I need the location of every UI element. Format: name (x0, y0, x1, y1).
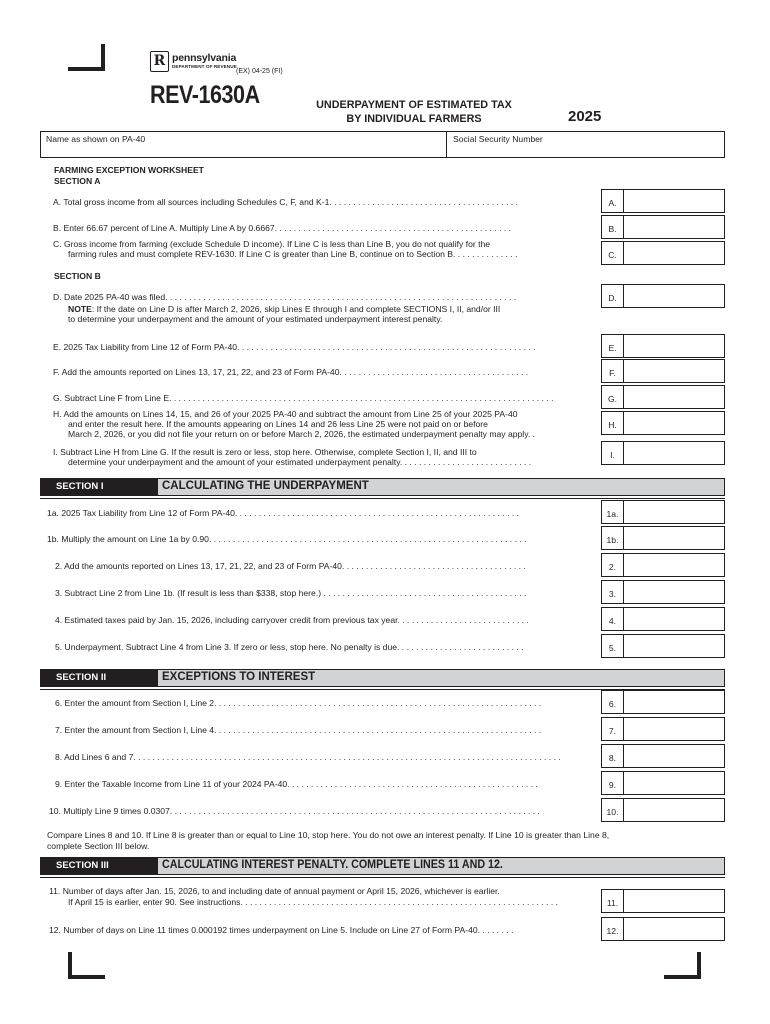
line-e-text: E. 2025 Tax Liability from Line 12 of Form PA-40. . . . . . . . . . . . . . . . . . . . . . . . . . . . . . . . . . . . . . . . . . . . . . . . . . . . . . . . . . . . . . . (53, 342, 536, 352)
section-a-title: SECTION A (54, 176, 101, 186)
line-1a-label: 1a. (602, 501, 624, 523)
line-1b-text: 1b. Multiply the amount on Line 1a by 0.90. . . . . . . . . . . . . . . . . . . . . . . . . . . . . . . . . . . . . . . . . . . . . . . . . . . . . . . . . . . . . . . . . . . (47, 534, 527, 544)
form-number: REV-1630A (150, 81, 260, 109)
line-b-input[interactable] (601, 215, 725, 239)
line-8-input[interactable] (601, 744, 725, 768)
section-2-header (40, 669, 725, 687)
line-4-input[interactable] (601, 607, 725, 631)
line-8-label: 8. (602, 745, 624, 767)
line-6-text: 6. Enter the amount from Section I, Line 2. . . . . . . . . . . . . . . . . . . . . . . . . . . . . . . . . . . . . . . . . . . . . . . . . . . . . . . . . . . . . . . . . . . . . (55, 698, 542, 708)
line-1b-label: 1b. (602, 527, 624, 549)
line-3-input[interactable] (601, 580, 725, 604)
line-h-label: H. (602, 412, 624, 434)
line-d-label: D. (602, 285, 624, 307)
line-2-label: 2. (602, 554, 624, 576)
corner-mark-bottom-right-h (664, 975, 701, 979)
line-f-label: F. (602, 360, 624, 382)
line-9-label: 9. (602, 772, 624, 794)
line-g-text: G. Subtract Line F from Line E. . . . . . . . . . . . . . . . . . . . . . . . . . . . . . . . . . . . . . . . . . . . . . . . . . . . . . . . . . . . . . . . . . . . . . . . . . . . . . . . . (53, 393, 554, 403)
corner-mark-top-right-v (101, 44, 105, 71)
ssn-field-label: Social Security Number (453, 134, 543, 144)
line-8-text: 8. Add Lines 6 and 7. . . . . . . . . . . . . . . . . . . . . . . . . . . . . . . . . . . . . . . . . . . . . . . . . . . . . . . . . . . . . . . . . . . . . . . . . . . . . . . . . . . . . . . . . . (55, 752, 561, 762)
line-i-label: I. (602, 442, 624, 464)
line-c-text-1: C. Gross income from farming (exclude Schedule D income). If Line C is less than Line B, you do not qualify for the (53, 239, 491, 249)
line-4-label: 4. (602, 608, 624, 630)
line-10-text: 10. Multiply Line 9 times 0.0307. . . . . . . . . . . . . . . . . . . . . . . . . . . . . . . . . . . . . . . . . . . . . . . . . . . . . . . . . . . . . . . . . . . . . . . . . . . . . . (49, 806, 540, 816)
line-b-label: B. (602, 216, 624, 238)
line-a-text: A. Total gross income from all sources including Schedules C, F, and K-1. . . . . . . . . . . . . . . . . . . . . . . . . . . . . . . . . . . . . . . . (53, 197, 519, 207)
line-d-text: D. Date 2025 PA-40 was filed. . . . . . . . . . . . . . . . . . . . . . . . . . . . . . . . . . . . . . . . . . . . . . . . . . . . . . . . . . . . . . . . . . . . . . . . . . (53, 292, 517, 302)
keystone-logo-icon: R (150, 51, 169, 72)
line-d-note-1 (68, 304, 500, 314)
agency-name: pennsylvania (172, 52, 237, 64)
line-e-label: E. (602, 335, 624, 357)
line-10-label: 10. (602, 799, 624, 821)
section-2-tag: SECTION II (40, 669, 158, 687)
agency-dept: DEPARTMENT OF REVENUE (172, 64, 237, 69)
line-1a-text: 1a. 2025 Tax Liability from Line 12 of Form PA-40. . . . . . . . . . . . . . . . . . . . . . . . . . . . . . . . . . . . . . . . . . . . . . . . . . . . . . . . . . . . (47, 508, 520, 518)
line-11-label: 11. (602, 890, 624, 912)
section-1-rule (40, 498, 725, 499)
line-a-label: A. (602, 190, 624, 212)
section-2-title: EXCEPTIONS TO INTEREST (162, 671, 316, 683)
line-c-text-2: farming rules and must complete REV-1630. If Line C is greater than Line B, continue on to Section B. . . . . . . . . . . . . . (68, 249, 518, 259)
line-4-text: 4. Estimated taxes paid by Jan. 15, 2026, including carryover credit from previous tax year. . . . . . . . . . . . . . . . . . . . . . . . . . . . (55, 615, 529, 625)
name-field[interactable] (41, 143, 445, 157)
section-3-header (40, 857, 725, 875)
line-h-text-2: and enter the result here. If the amounts appearing on Lines 14 and 26 less Line 25 were not paid on or before (68, 419, 488, 429)
line-f-input[interactable] (601, 359, 725, 383)
line-i-text-2: determine your underpayment and the amount of your estimated underpayment penalty. . . . . . . . . . . . . . . . . . . . . . . . . . . . (68, 457, 532, 467)
line-11-input[interactable] (601, 889, 725, 913)
line-12-text: 12. Number of days on Line 11 times 0.000192 times underpayment on Line 5. Include on Line 27 of Form PA-40. . . . . . . . (49, 925, 514, 935)
line-2-input[interactable] (601, 553, 725, 577)
line-12-input[interactable] (601, 917, 725, 941)
line-7-input[interactable] (601, 717, 725, 741)
form-title (296, 98, 532, 127)
line-d-note-2: to determine your underpayment and the amount of your estimated underpayment interest penalty. (68, 314, 443, 324)
line-i-input[interactable] (601, 441, 725, 465)
line-11-text-1: 11. Number of days after Jan. 15, 2026, to and including date of annual payment or April 15, 2026, whichever is earlier. (49, 886, 500, 896)
form-code: (EX) 04-25 (FI) (236, 68, 283, 75)
note-text: : If the date on Line D is after March 2, 2026, skip Lines E through I and complete SECTIONS I, II, and/or III (91, 304, 501, 314)
line-e-input[interactable] (601, 334, 725, 358)
form-title-line2: BY INDIVIDUAL FARMERS (346, 113, 482, 126)
line-1a-input[interactable] (601, 500, 725, 524)
section-1-title: CALCULATING THE UNDERPAYMENT (162, 480, 369, 492)
corner-mark-bottom-left-h (68, 975, 105, 979)
line-3-label: 3. (602, 581, 624, 603)
name-field-label: Name as shown on PA-40 (46, 134, 146, 144)
compare-note-2: complete Section III below. (47, 841, 150, 851)
corner-mark-top-right-h (68, 67, 105, 71)
line-12-label: 12. (602, 918, 624, 940)
line-6-input[interactable] (601, 690, 725, 714)
line-h-text-3: March 2, 2026, or you did not file your return on or before March 2, 2026, the estimated underpayment penalty may apply. . (68, 429, 536, 439)
ssn-field[interactable] (447, 143, 724, 157)
section-1-header (40, 478, 725, 496)
line-g-input[interactable] (601, 385, 725, 409)
line-10-input[interactable] (601, 798, 725, 822)
line-h-text-1: H. Add the amounts on Lines 14, 15, and 26 of your 2025 PA-40 and subtract the amount from Line 25 of your 2025 PA-40 (53, 409, 518, 419)
line-1b-input[interactable] (601, 526, 725, 550)
line-b-text: B. Enter 66.67 percent of Line A. Multiply Line A by 0.6667. . . . . . . . . . . . . . . . . . . . . . . . . . . . . . . . . . . . . . . . . . . . . . . . . . (53, 223, 512, 233)
line-5-text: 5. Underpayment. Subtract Line 4 from Line 3. If zero or less, stop here. No penalty is due. . . . . . . . . . . . . . . . . . . . . . . . . . . (55, 642, 524, 652)
line-3-text: 3. Subtract Line 2 from Line 1b. (If result is less than $338, stop here.) . . . . . . . . . . . . . . . . . . . . . . . . . . . . . . . . . . . . . . . . . . . (55, 588, 527, 598)
section-b-title: SECTION B (54, 271, 101, 281)
section-3-rule (40, 877, 725, 878)
line-c-label: C. (602, 242, 624, 264)
line-6-label: 6. (602, 691, 624, 713)
line-2-text: 2. Add the amounts reported on Lines 13, 17, 21, 22, and 23 of Form PA-40. . . . . . . . . . . . . . . . . . . . . . . . . . . . . . . . . . . . . . . (55, 561, 526, 571)
line-d-input[interactable] (601, 284, 725, 308)
form-title-line1: UNDERPAYMENT OF ESTIMATED TAX (316, 99, 512, 111)
line-9-input[interactable] (601, 771, 725, 795)
line-5-input[interactable] (601, 634, 725, 658)
line-5-label: 5. (602, 635, 624, 657)
line-7-text: 7. Enter the amount from Section I, Line 4. . . . . . . . . . . . . . . . . . . . . . . . . . . . . . . . . . . . . . . . . . . . . . . . . . . . . . . . . . . . . . . . . . . . . (55, 725, 542, 735)
line-i-text-1: I. Subtract Line H from Line G. If the result is zero or less, stop here. Otherwise, complete Section I, II, and III to (53, 447, 477, 457)
line-f-text: F. Add the amounts reported on Lines 13, 17, 21, 22, and 23 of Form PA-40. . . . . . . . . . . . . . . . . . . . . . . . . . . . . . . . . . . . . . . . (53, 367, 529, 377)
line-9-text: 9. Enter the Taxable Income from Line 11 of your 2024 PA-40. . . . . . . . . . . . . . . . . . . . . . . . . . . . . . . . . . . . . . . . . . . . . . . . . . . . . (55, 779, 538, 789)
line-h-input[interactable] (601, 411, 725, 435)
section-3-title: CALCULATING INTEREST PENALTY. COMPLETE LINES 11 AND 12. (162, 859, 503, 871)
note-label: NOTE (68, 304, 92, 314)
section-1-tag: SECTION I (40, 478, 158, 496)
line-11-text-2: If April 15 is earlier, enter 90. See instructions. . . . . . . . . . . . . . . . . . . . . . . . . . . . . . . . . . . . . . . . . . . . . . . . . . . . . . . . . . . . . . . . . . . (68, 897, 558, 907)
compare-note-1: Compare Lines 8 and 10. If Line 8 is greater than or equal to Line 10, stop here. You do not owe an interest penalty. If Line 10 is greater than Line 8, (47, 830, 610, 840)
tax-year: 2025 (568, 108, 602, 125)
worksheet-title: FARMING EXCEPTION WORKSHEET (54, 165, 204, 175)
line-7-label: 7. (602, 718, 624, 740)
section-3-tag: SECTION III (40, 857, 158, 875)
line-c-input[interactable] (601, 241, 725, 265)
line-a-input[interactable] (601, 189, 725, 213)
line-g-label: G. (602, 386, 624, 408)
